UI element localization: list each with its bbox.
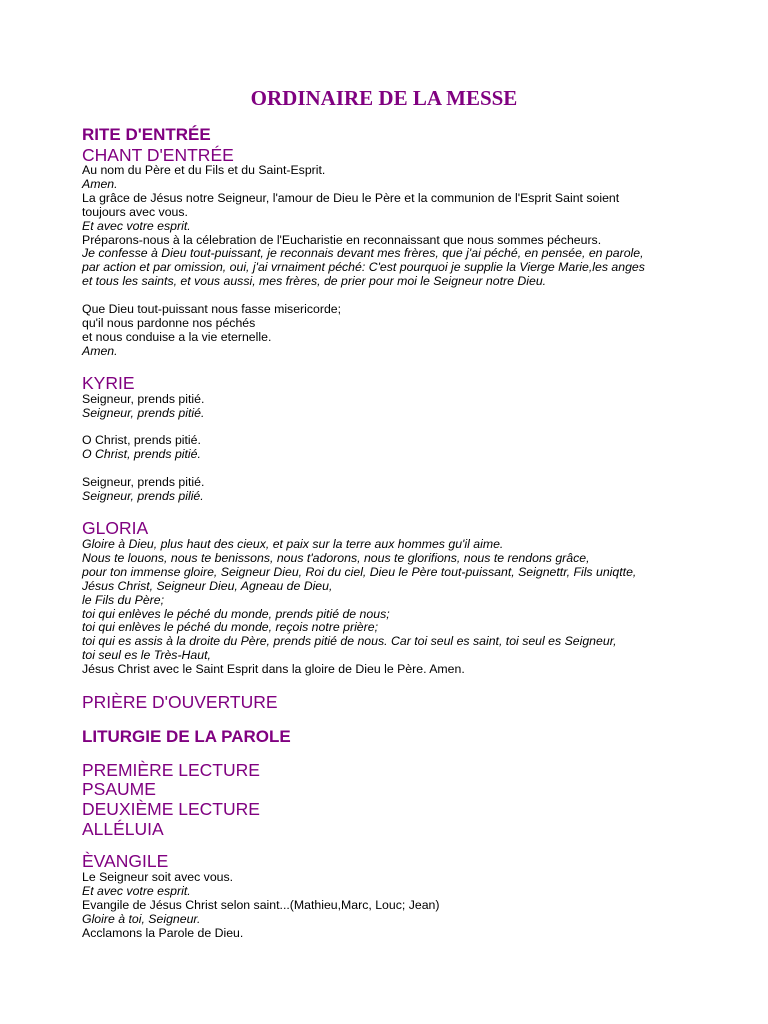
subheading-chant-entree: CHANT D'ENTRÉE (82, 145, 234, 165)
response-line: Et avec votre esprit. (82, 883, 191, 898)
text-line: qu'il nous pardonne nos péchés (82, 315, 256, 330)
text-line: toi qui enlèves le péché du monde, reçois notre prière; (82, 620, 378, 635)
section-heading-priere-ouverture: PRIÈRE D'OUVERTURE (82, 692, 278, 712)
text-line: toujours avec vous. (82, 204, 188, 219)
text-line: Au nom du Père et du Fils et du Saint-Esprit. (82, 163, 326, 177)
kyrie-block-2 (82, 434, 201, 462)
heading-premiere-lecture: PREMIÈRE LECTURE (82, 760, 260, 780)
rite-absolution-block (82, 303, 341, 359)
text-line: Evangile de Jésus Christ selon saint...(Mathieu,Marc, Louc; Jean) (82, 897, 440, 912)
response-line: et tous les saints, et vous aussi, mes frères, de prier pour moi le Seigneur notre Dieu. (82, 274, 547, 289)
response-line: Amen. (82, 176, 118, 191)
rite-text-block (82, 164, 645, 289)
response-line: Et avec votre esprit. (82, 218, 191, 233)
evangile-text-block (82, 871, 439, 941)
section-heading-rite: RITE D'ENTRÉE (82, 125, 211, 144)
text-line: le Fils du Père; (82, 592, 165, 607)
text-line: Seigneur, prends pitié. (82, 392, 205, 406)
response-line: Amen. (82, 343, 118, 358)
section-heading-evangile: ÈVANGILE (82, 851, 169, 871)
heading-alleluia: ALLÉLUIA (82, 819, 164, 839)
text-line: Préparons-nous à la célebration de l'Eucharistie en reconnaissant que nous sommes pécheurs. (82, 232, 602, 247)
text-line: toi seul es le Très-Haut, (82, 648, 211, 663)
text-line: Nous te louons, nous te benissons, nous t'adorons, nous te glorifions, nous te rendons grâce, (82, 550, 590, 565)
section-heading-gloria: GLORIA (82, 518, 149, 538)
text-line: Que Dieu tout-puissant nous fasse misericorde; (82, 302, 342, 316)
section-heading-liturgie: LITURGIE DE LA PAROLE (82, 727, 291, 746)
heading-psaume: PSAUME (82, 779, 156, 799)
gloria-text-block (82, 538, 636, 677)
text-line: Seigneur, prends pitié. (82, 475, 205, 489)
text-line: Jésus Christ avec le Saint Esprit dans la gloire de Dieu le Père. Amen. (82, 662, 465, 677)
text-line: Gloire à Dieu, plus haut des cieux, et paix sur la terre aux hommes gu'il aime. (82, 537, 504, 551)
kyrie-block-3 (82, 476, 204, 504)
text-line: toi qui es assis à la droite du Père, prends pitié de nous. Car toi seul es saint, toi seul es Seigneur, (82, 634, 617, 649)
response-line: Gloire à toi, Seigneur. (82, 911, 201, 926)
kyrie-block-1 (82, 393, 204, 421)
section-heading-kyrie: KYRIE (82, 373, 135, 393)
response-line: par action et par omission, oui, j'ai vrnaiment péché: C'est pourquoi je supplie la Vierge Marie,les anges (82, 260, 645, 275)
text-line: Acclamons la Parole de Dieu. (82, 925, 244, 940)
text-line: pour ton immense gloire, Seigneur Dieu, Roi du ciel, Dieu le Père tout-puissant, Seignettr, Fils uniqtte, (82, 564, 637, 579)
response-line: Seigneur, prends pilié. (82, 488, 204, 503)
page-title: ORDINAIRE DE LA MESSE (250, 86, 518, 110)
text-line: O Christ, prends pitié. (82, 433, 201, 447)
text-line: La grâce de Jésus notre Seigneur, l'amour de Dieu le Père et la communion de l'Esprit Saint soient (82, 190, 620, 205)
response-line: Seigneur, prends pitié. (82, 405, 205, 420)
response-line: O Christ, prends pitié. (82, 446, 201, 461)
text-line: Jésus Christ, Seigneur Dieu, Agneau de Dieu, (82, 578, 333, 593)
text-line: toi qui enlèves le péché du monde, prends pitié de nous; (82, 606, 390, 621)
heading-deuxieme-lecture: DEUXIÈME LECTURE (82, 799, 260, 819)
response-line: Je confesse à Dieu tout-puissant, je reconnais devant mes frères, que j'ai péché, en pensée, en parole, (82, 246, 644, 261)
text-line: et nous conduise a la vie eternelle. (82, 329, 272, 344)
text-line: Le Seigneur soit avec vous. (82, 870, 234, 884)
